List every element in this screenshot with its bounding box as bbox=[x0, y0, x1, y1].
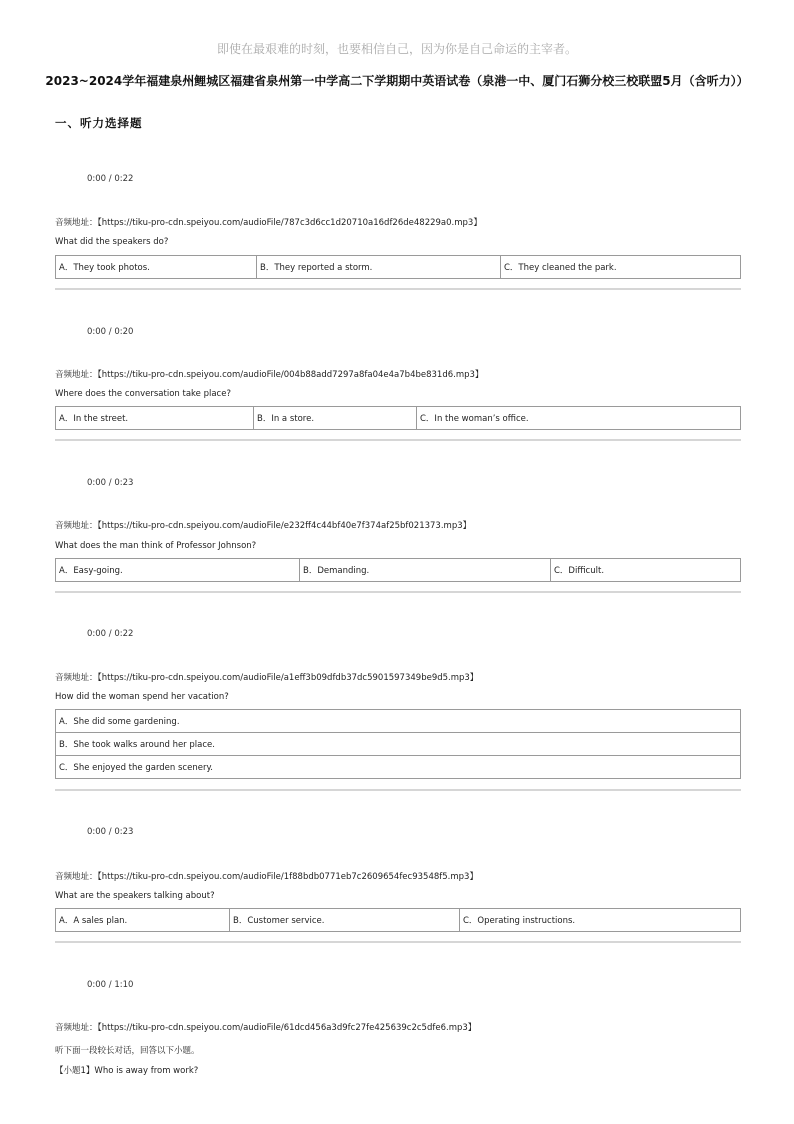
audio-url[interactable]: 【https://tiku-pro-cdn.speiyou.com/audioFile/1f88bdb0771eb7c2609654fec93548f5.mp3】 bbox=[97, 872, 478, 882]
option-c[interactable]: C．In the woman’s office. bbox=[417, 407, 741, 430]
section-heading: 一、听力选择题 bbox=[55, 116, 143, 130]
audio-time[interactable]: 0:00 / 0:20 bbox=[87, 327, 134, 337]
question-stem: What did the speakers do? bbox=[55, 237, 169, 247]
sub-question: 【小题1】Who is away from work? bbox=[55, 1066, 199, 1076]
audio-url[interactable]: 【https://tiku-pro-cdn.speiyou.com/audioFile/004b88add7297a8fa04e4a7b4be831d6.mp3】 bbox=[97, 370, 484, 380]
option-a[interactable]: A．A sales plan. bbox=[56, 909, 230, 932]
options-table bbox=[55, 709, 741, 779]
audio-url[interactable]: 【https://tiku-pro-cdn.speiyou.com/audioFile/787c3d6cc1d20710a16df26de48229a0.mp3】 bbox=[97, 218, 482, 228]
divider bbox=[55, 439, 741, 441]
option-b[interactable]: B．Customer service. bbox=[230, 909, 460, 932]
option-c[interactable]: C．She enjoyed the garden scenery. bbox=[56, 756, 741, 779]
options-table bbox=[55, 558, 741, 582]
options-table bbox=[55, 908, 741, 932]
divider bbox=[55, 789, 741, 791]
question-stem: What does the man think of Professor Johnson? bbox=[55, 541, 257, 551]
audio-url[interactable]: 【https://tiku-pro-cdn.speiyou.com/audioFile/a1eff3b09dfdb37dc5901597349be9d5.mp3】 bbox=[97, 673, 479, 683]
audio-url[interactable]: 【https://tiku-pro-cdn.speiyou.com/audioFile/e232ff4c44bf40e7f374af25bf021373.mp3】 bbox=[97, 521, 472, 531]
options-table bbox=[55, 406, 741, 430]
divider bbox=[55, 941, 741, 943]
audio-time[interactable]: 0:00 / 0:23 bbox=[87, 827, 134, 837]
option-b[interactable]: B．Demanding. bbox=[300, 559, 551, 582]
options-table bbox=[55, 255, 741, 279]
audio-time[interactable]: 0:00 / 0:22 bbox=[87, 629, 134, 639]
audio-address: 音频地址：【https://tiku-pro-cdn.speiyou.com/audioFile/61dcd456a3d9fc27fe425639c2c5dfe6.mp3】 bbox=[55, 1023, 477, 1033]
option-a[interactable]: A．Easy-going. bbox=[56, 559, 300, 582]
audio-address: 音频地址：【https://tiku-pro-cdn.speiyou.com/audioFile/a1eff3b09dfdb37dc5901597349be9d5.mp3】 bbox=[55, 673, 479, 683]
audio-time[interactable]: 0:00 / 0:22 bbox=[87, 174, 134, 184]
option-a[interactable]: A．In the street. bbox=[56, 407, 254, 430]
option-c[interactable]: C．Difficult. bbox=[551, 559, 741, 582]
audio-address: 音频地址：【https://tiku-pro-cdn.speiyou.com/audioFile/1f88bdb0771eb7c2609654fec93548f5.mp3】 bbox=[55, 872, 478, 882]
question-stem: Where does the conversation take place? bbox=[55, 389, 231, 399]
question-stem: 听下面一段较长对话，回答以下小题。 bbox=[55, 1046, 200, 1056]
option-c[interactable]: C．Operating instructions. bbox=[460, 909, 741, 932]
divider bbox=[55, 288, 741, 290]
option-b[interactable]: B．In a store. bbox=[254, 407, 417, 430]
audio-address: 音频地址：【https://tiku-pro-cdn.speiyou.com/audioFile/787c3d6cc1d20710a16df26de48229a0.mp3】 bbox=[55, 218, 482, 228]
page-title: 2023~2024学年福建泉州鲤城区福建省泉州第一中学高二下学期期中英语试卷（泉港一中、厦门石狮分校三校联盟5月（含听力）） bbox=[45, 74, 749, 88]
audio-time[interactable]: 0:00 / 0:23 bbox=[87, 478, 134, 488]
motto-header: 即使在最艰难的时刻，也要相信自己，因为你是自己命运的主宰者。 bbox=[216, 42, 577, 56]
divider bbox=[55, 591, 741, 593]
option-b[interactable]: B．They reported a storm. bbox=[257, 256, 501, 279]
audio-address: 音频地址：【https://tiku-pro-cdn.speiyou.com/audioFile/004b88add7297a8fa04e4a7b4be831d6.mp3】 bbox=[55, 370, 484, 380]
audio-address: 音频地址：【https://tiku-pro-cdn.speiyou.com/audioFile/e232ff4c44bf40e7f374af25bf021373.mp3】 bbox=[55, 521, 472, 531]
audio-url[interactable]: 【https://tiku-pro-cdn.speiyou.com/audioFile/61dcd456a3d9fc27fe425639c2c5dfe6.mp3】 bbox=[97, 1023, 477, 1033]
question-stem: What are the speakers talking about? bbox=[55, 891, 215, 901]
option-b[interactable]: B．She took walks around her place. bbox=[56, 733, 741, 756]
audio-time[interactable]: 0:00 / 1:10 bbox=[87, 980, 134, 990]
option-c[interactable]: C．They cleaned the park. bbox=[501, 256, 741, 279]
question-stem: How did the woman spend her vacation? bbox=[55, 692, 229, 702]
option-a[interactable]: A．She did some gardening. bbox=[56, 710, 741, 733]
option-a[interactable]: A．They took photos. bbox=[56, 256, 257, 279]
